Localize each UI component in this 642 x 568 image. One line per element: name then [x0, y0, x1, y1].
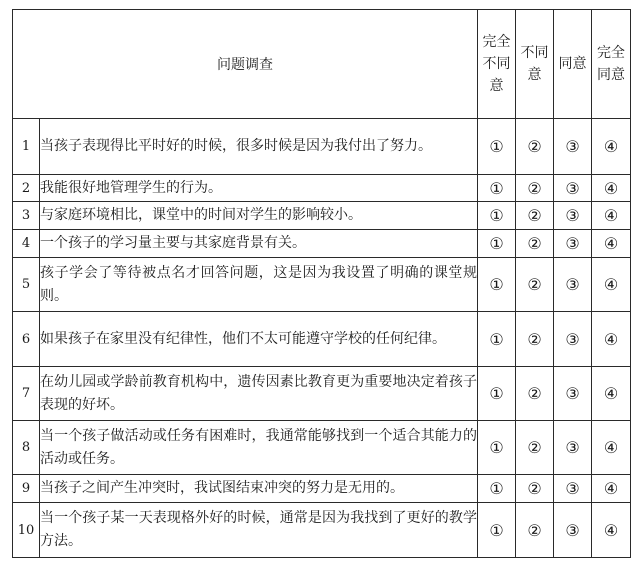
table-row — [13, 230, 631, 258]
question-text: 我能很好地管理学生的行为。 — [40, 175, 478, 202]
option-1[interactable]: ① — [478, 202, 516, 230]
option-3[interactable]: ③ — [554, 175, 592, 202]
option-2[interactable]: ② — [516, 258, 554, 312]
option-4[interactable]: ④ — [592, 367, 631, 421]
option-3[interactable]: ③ — [554, 503, 592, 558]
option-1[interactable]: ① — [478, 230, 516, 258]
option-2[interactable]: ② — [516, 202, 554, 230]
question-number: 3 — [13, 202, 40, 230]
option-4[interactable]: ④ — [592, 175, 631, 202]
question-text: 在幼儿园或学龄前教育机构中，遗传因素比教育更为重要地决定着孩子表现的好坏。 — [40, 367, 478, 421]
header-agree: 同意 — [554, 10, 592, 119]
option-2[interactable]: ② — [516, 421, 554, 475]
option-3[interactable]: ③ — [554, 119, 592, 175]
table-row — [13, 119, 631, 175]
question-number: 9 — [13, 475, 40, 503]
question-number: 6 — [13, 312, 40, 367]
table-row — [13, 475, 631, 503]
option-1[interactable]: ① — [478, 312, 516, 367]
question-text: 当孩子表现得比平时好的时候，很多时候是因为我付出了努力。 — [40, 119, 478, 175]
option-3[interactable]: ③ — [554, 230, 592, 258]
option-2[interactable]: ② — [516, 503, 554, 558]
option-2[interactable]: ② — [516, 175, 554, 202]
question-text: 孩子学会了等待被点名才回答问题，这是因为我设置了明确的课堂规则。 — [40, 258, 478, 312]
option-4[interactable]: ④ — [592, 258, 631, 312]
option-2[interactable]: ② — [516, 312, 554, 367]
question-number: 5 — [13, 258, 40, 312]
option-1[interactable]: ① — [478, 258, 516, 312]
table-row — [13, 258, 631, 312]
option-1[interactable]: ① — [478, 503, 516, 558]
option-1[interactable]: ① — [478, 475, 516, 503]
option-3[interactable]: ③ — [554, 202, 592, 230]
header-disagree: 不同意 — [516, 10, 554, 119]
option-2[interactable]: ② — [516, 475, 554, 503]
question-text: 当孩子之间产生冲突时，我试图结束冲突的努力是无用的。 — [40, 475, 478, 503]
question-number: 2 — [13, 175, 40, 202]
option-4[interactable]: ④ — [592, 421, 631, 475]
question-text: 与家庭环境相比，课堂中的时间对学生的影响较小。 — [40, 202, 478, 230]
question-number: 10 — [13, 503, 40, 558]
header-row — [13, 10, 631, 119]
option-2[interactable]: ② — [516, 119, 554, 175]
header-strongly-agree: 完全同意 — [592, 10, 631, 119]
option-3[interactable]: ③ — [554, 258, 592, 312]
option-4[interactable]: ④ — [592, 230, 631, 258]
survey-table — [12, 9, 631, 558]
option-4[interactable]: ④ — [592, 312, 631, 367]
option-4[interactable]: ④ — [592, 503, 631, 558]
question-text: 一个孩子的学习量主要与其家庭背景有关。 — [40, 230, 478, 258]
question-number: 1 — [13, 119, 40, 175]
question-text: 当一个孩子某一天表现格外好的时候，通常是因为我找到了更好的教学方法。 — [40, 503, 478, 558]
option-4[interactable]: ④ — [592, 202, 631, 230]
option-2[interactable]: ② — [516, 230, 554, 258]
table-title: 问题调查 — [13, 10, 478, 119]
table-row — [13, 421, 631, 475]
table-row — [13, 503, 631, 558]
table-row — [13, 367, 631, 421]
question-text: 当一个孩子做活动或任务有困难时，我通常能够找到一个适合其能力的活动或任务。 — [40, 421, 478, 475]
option-3[interactable]: ③ — [554, 312, 592, 367]
option-1[interactable]: ① — [478, 367, 516, 421]
option-1[interactable]: ① — [478, 421, 516, 475]
table-row — [13, 312, 631, 367]
option-3[interactable]: ③ — [554, 367, 592, 421]
table-row — [13, 175, 631, 202]
question-text: 如果孩子在家里没有纪律性，他们不太可能遵守学校的任何纪律。 — [40, 312, 478, 367]
table-row — [13, 202, 631, 230]
question-number: 7 — [13, 367, 40, 421]
option-3[interactable]: ③ — [554, 475, 592, 503]
question-number: 8 — [13, 421, 40, 475]
option-1[interactable]: ① — [478, 175, 516, 202]
option-4[interactable]: ④ — [592, 475, 631, 503]
header-strongly-disagree: 完全不同意 — [478, 10, 516, 119]
option-4[interactable]: ④ — [592, 119, 631, 175]
question-number: 4 — [13, 230, 40, 258]
option-1[interactable]: ① — [478, 119, 516, 175]
option-2[interactable]: ② — [516, 367, 554, 421]
option-3[interactable]: ③ — [554, 421, 592, 475]
